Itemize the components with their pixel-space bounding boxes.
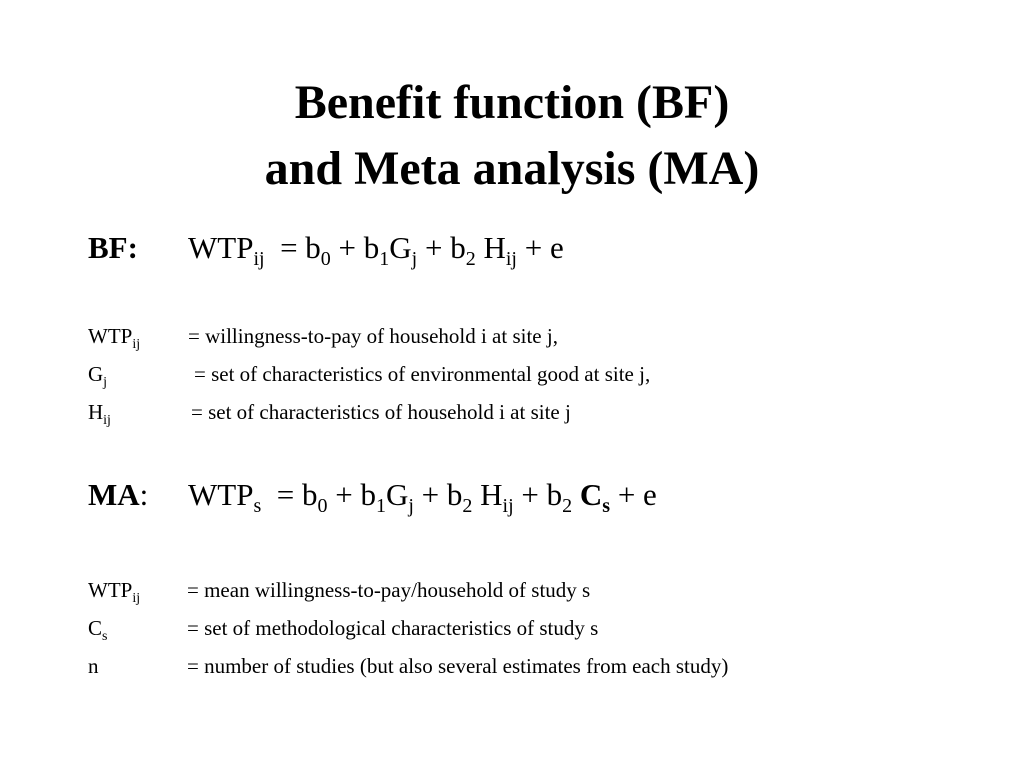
bf-wtp: WTP (188, 230, 254, 265)
definition-term: $C_s$ (88, 616, 108, 644)
ma-h: H (472, 477, 503, 512)
definition-text: = set of characteristics of household i at site j (191, 400, 571, 424)
definition-term: n (88, 654, 99, 678)
ma-label-group (88, 475, 188, 515)
bf-b2-sub: 2 (465, 248, 476, 270)
ma-b1-sub: 1 (375, 495, 386, 517)
ma-b-sub: 2 (562, 495, 573, 517)
definition-term: $WTP_{ij}$ (88, 578, 141, 606)
ma-plus-b: + b (521, 477, 563, 512)
bf-h: H (475, 230, 506, 265)
bf-plus-b1: + b (338, 230, 380, 265)
bf-h-sub: ij (505, 248, 517, 270)
definition-text: = mean willingness-to-pay/household of study s (187, 578, 591, 602)
ma-b2-sub: 2 (462, 495, 473, 517)
definition-term: $H_{ij}$ (88, 400, 111, 428)
ma-plus-b1: + b (335, 477, 376, 512)
definition-term: $WTP_{ij}$ (88, 324, 141, 352)
ma-eq-b0: = b (276, 477, 318, 512)
title-line-1: Benefit function (BF) (294, 76, 730, 129)
definition-text: = number of studies (but also several estimates from each study) (187, 654, 729, 678)
definition-text: = set of characteristics of environmental good at site j, (194, 362, 651, 386)
bf-label: BF: (88, 230, 138, 265)
bf-equation (88, 228, 564, 268)
ma-plus-b2: + b (421, 477, 463, 512)
slide-title (0, 70, 1024, 202)
ma-g-sub: j (408, 495, 414, 517)
bf-g: G (389, 230, 412, 265)
bf-b1-sub: 1 (379, 248, 390, 270)
bf-g-sub: j (411, 248, 418, 270)
ma-h-sub: ij (502, 495, 514, 517)
bf-wtp-sub: ij (253, 248, 265, 270)
ma-wtp: WTP (188, 477, 254, 512)
ma-equation (88, 475, 657, 515)
ma-colon: : (139, 477, 149, 512)
ma-tail: + e (617, 477, 657, 512)
definition-term: $G_j$ (88, 362, 108, 390)
title-line-2: and Meta analysis (MA) (264, 142, 760, 195)
ma-wtp-sub: s (253, 495, 262, 517)
bf-eq-b0: = b (280, 230, 321, 265)
ma-c-sub: s (602, 495, 611, 517)
bf-tail: + e (524, 230, 564, 265)
ma-b0-sub: 0 (317, 495, 328, 517)
ma-g: G (385, 477, 409, 512)
ma-c: C (579, 477, 603, 512)
bf-b0-sub: 0 (320, 248, 331, 270)
definition-text: = set of methodological characteristics of study s (187, 616, 599, 640)
definition-text: = willingness-to-pay of household i at site j, (188, 324, 558, 348)
ma-label: MA (88, 477, 140, 512)
bf-plus-b2: + b (424, 230, 466, 265)
